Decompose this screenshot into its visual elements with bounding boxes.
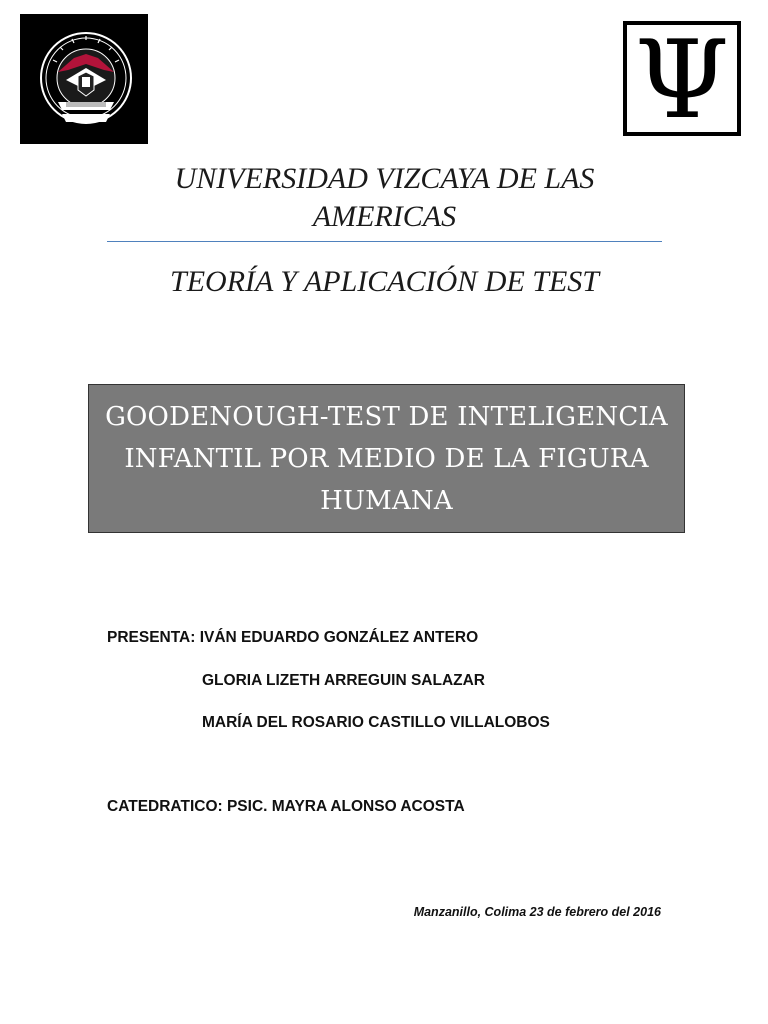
place-date: Manzanillo, Colima 23 de febrero del 2016 (413, 905, 661, 919)
psi-symbol-icon (627, 25, 737, 132)
psi-glyph: Ψ (634, 25, 730, 132)
author-line-2: GLORIA LIZETH ARREGUIN SALAZAR (202, 672, 486, 689)
topic-title: GOODENOUGH-TEST DE INTELIGENCIA INFANTIL POR MEDIO DE LA FIGURA HUMANA (105, 401, 668, 516)
course-name: TEORÍA Y APLICACIÓN DE TEST (170, 265, 599, 298)
author-line-1: PRESENTA: IVÁN EDUARDO GONZÁLEZ ANTERO (107, 629, 479, 646)
university-seal-icon (20, 14, 148, 144)
title-divider (107, 241, 662, 242)
advisor-line: CATEDRATICO: PSIC. MAYRA ALONSO ACOSTA (107, 798, 465, 815)
university-name: UNIVERSIDAD VIZCAYA DE LAS AMERICAS (174, 162, 595, 233)
topic-box (88, 384, 685, 533)
psi-logo (623, 21, 741, 136)
author-line-3: MARÍA DEL ROSARIO CASTILLO VILLALOBOS (202, 714, 550, 731)
